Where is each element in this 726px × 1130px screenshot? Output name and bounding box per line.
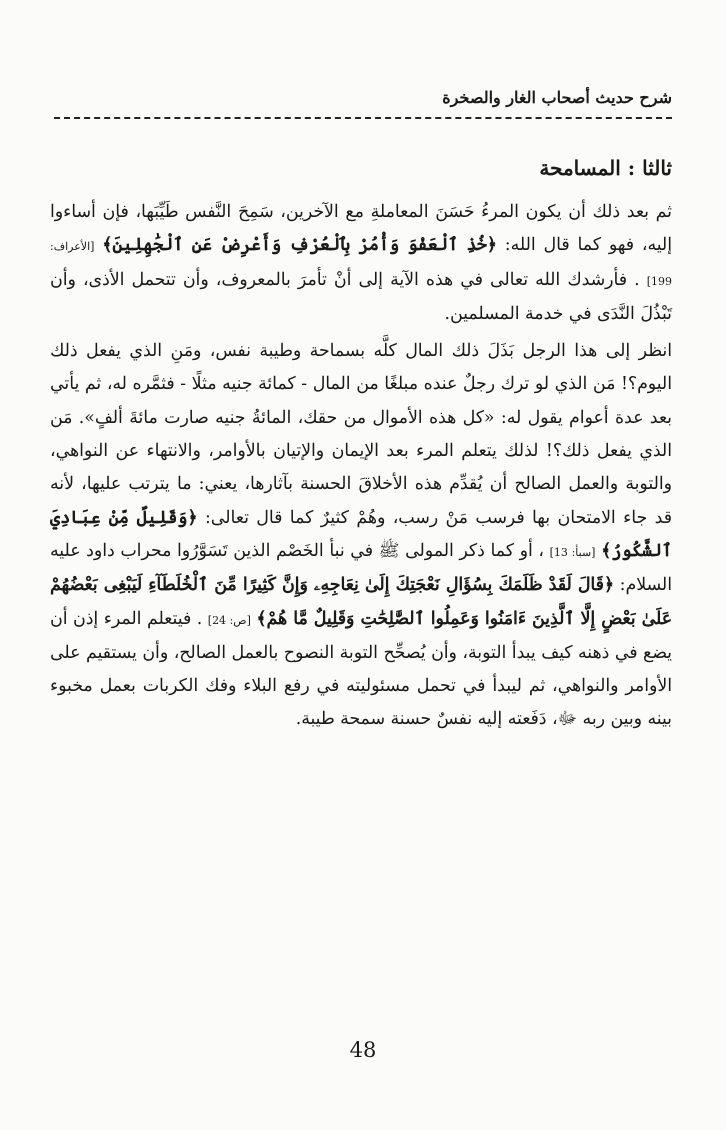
verse-reference-saba: [سبأ: 13] <box>549 545 596 559</box>
running-header: شرح حديث أصحاب الغار والصخرة <box>442 88 672 107</box>
quran-verse-sad: ﴿قَالَ لَقَدْ ظَلَمَكَ بِسُؤَالِ نَعْجَتِكَ إِلَىٰ نِعَاجِهِۦ وَإِنَّ كَثِيرًا مِّنَ ٱلْخُلَطَآءِ لَيَبْغِى بَعْضُهُمْ عَلَىٰ بَعْضٍ إِلَّا ٱلَّذِينَ ءَامَنُوا وَعَمِلُوا ٱلصَّٰلِحَٰتِ وَقَلِيلٌ مَّا هُمْ﴾ <box>50 575 673 629</box>
paragraph-1-text-a: ثم بعد ذلك أن يكون المرءُ حَسَنَ المعاملةِ مع الآخرين، سَمِحَ النَّفس طَيِّبَها، فإن أساءوا إليه، فهو كما قال الله: <box>50 202 673 256</box>
verse-reference-araf: [الأعراف: 199] <box>50 240 672 288</box>
section-title: ثالثا : المسامحة <box>539 156 672 180</box>
paragraph-2-text-a: انظر إلى هذا الرجل بَذَلَ ذلك المال كلَّه بسماحة وطيبة نفس، ومَنِ الذي يفعل ذلك اليوم؟! مَن الذي لو ترك رجلٌ عنده مبلغًا من المال - كمائة جنيه مثلًا - فثمَّره له، ثم يأتي بعد عدة أعوام يقول له: «كل هذه الأموال من حقك، المائةُ جنيه صارت مائةَ ألفٍ». مَن الذي يفعل ذلك؟! لذلك يتعلم المرء بعد الإيمان والإتيان بالأوامر، والانتهاء عن النواهي، والتوبة والعمل الصالح أن يُقدِّم هذه الأخلاقَ الحسنة بآثارها، يعني: ما يترتب عليها، لأنه قد جاء الامتحان بها فرسب مَنْ رسب، وهُمْ كثيرٌ كما قال تعالى: <box>50 341 672 528</box>
quran-verse-saba: ﴿وَقَلِيلٌ مِّنْ عِبَادِيَ ٱلشَّكُورُ﴾ <box>50 507 672 561</box>
page-number: 48 <box>349 1038 377 1062</box>
verse-reference-sad: [ص: 24] <box>207 613 251 627</box>
quran-verse-araf: ﴿خُذِ ٱلْعَفْوَ وَأْمُرْ بِٱلْعُرْفِ وَأَعْرِضْ عَنِ ٱلْجَٰهِلِينَ﴾ <box>102 235 497 256</box>
paragraph-2-text-b: ، أو كما ذكر المولى ﷺ في نبأ الخَصْم الذين تَسَوَّرُوا محراب داود عليه السلام: <box>50 540 672 596</box>
header-divider <box>54 117 672 119</box>
paragraph-2 <box>50 335 672 737</box>
paragraph-1-text-b: . فأرشدك الله تعالى في هذه الآية إلى أنْ تأمرَ بالمعروف، وأن تتحمل الأذى، وأن تَبْذُلَ النَّدَى في خدمة المسلمين. <box>50 269 672 324</box>
paragraph-2-text-c: . فيتعلم المرء إذن أن يضع في ذهنه كيف يبدأ التوبة، وأن يُصحِّح التوبة النصوح بالعمل الصالح، وأن يستقيم على الأوامر والنواهي، ثم ليبدأ في تحمل مسئوليته في رفع البلاء وفك الكربات بعمل مخبوء بينه وبين ربه ﷻ، دَفَعته إليه نفسٌ حسنة سمحة طيبة. <box>50 608 672 730</box>
paragraph-1 <box>50 196 672 331</box>
body-text <box>50 196 672 737</box>
